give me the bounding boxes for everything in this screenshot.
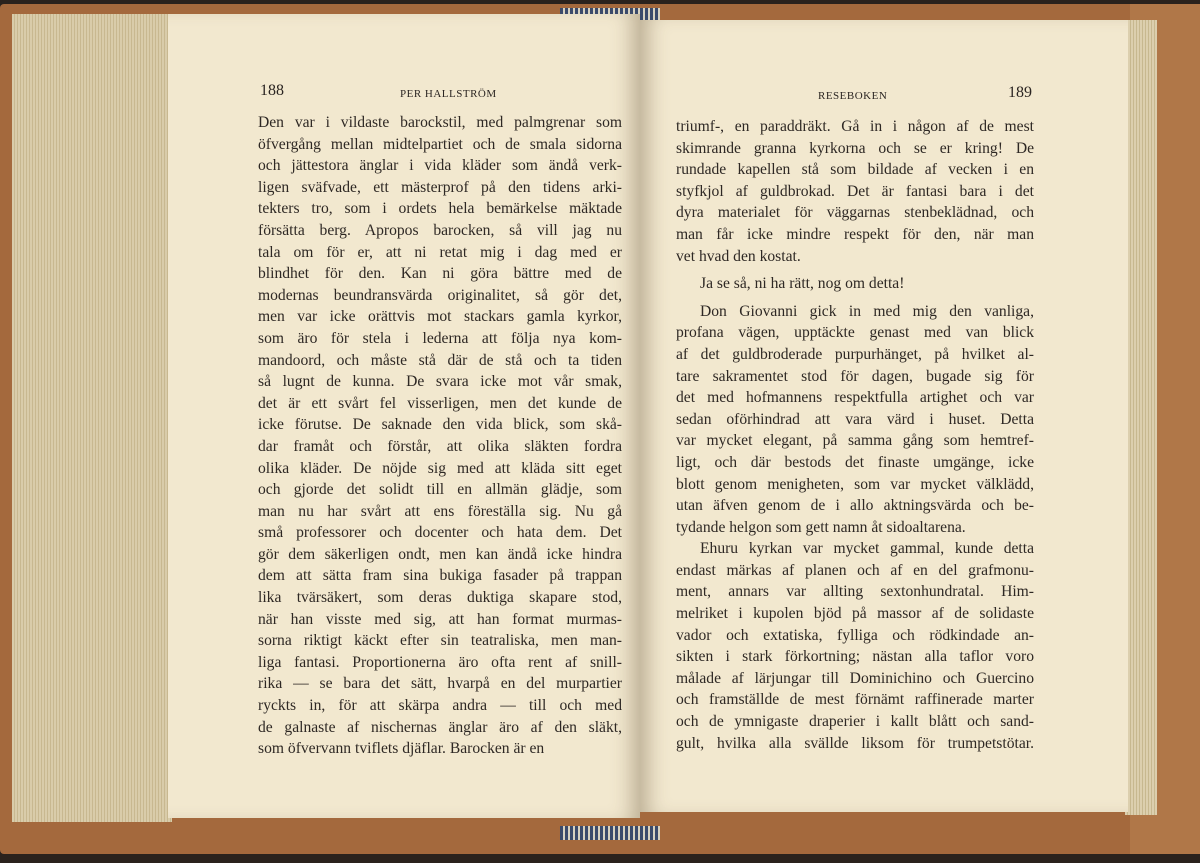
text-line: liga fantasi. Proportionerna äro ofta rent af snill- [258, 653, 622, 671]
body-text [258, 112, 622, 760]
text-line: och framställde de mest förnämt raffinerade marter [676, 691, 1034, 709]
text-line: som öfvervann tviflets djäflar. Barocken är en [258, 740, 545, 758]
text-line: tekters tro, som i ordets hela bemärkelse mäktade [258, 200, 622, 218]
text-line: Den var i vildaste barockstil, med palmgrenar som [258, 114, 622, 131]
text-line: de galnaste af nischernas änglar äro af den släkt, [258, 718, 622, 736]
headband-bottom [560, 826, 660, 840]
text-line: vador och extatiska, fylliga och rödkindade an- [676, 626, 1034, 644]
text-line: sedan oförhindrad att vara värd i huset. Detta [676, 410, 1034, 428]
text-line: var mycket elegant, på samma gång som hemtref- [676, 432, 1034, 450]
text-line: sikten i stark förkortning; nästan alla taflor voro [676, 648, 1034, 666]
text-line: modernas beundransvärda originalitet, så gör det, [258, 286, 622, 304]
text-line: tala om för er, att ni retat mig i dag med er [258, 243, 622, 261]
text-line: det är ett svårt fel visserligen, men det kunde de [258, 394, 622, 412]
text-line: dem att sätta fram sina bukiga fasader på trappan [258, 567, 622, 585]
text-line: målade af lärjungar till Dominichino och Guercino [676, 669, 1034, 687]
text-line: triumf-, en paraddräkt. Gå in i någon af de mest [676, 118, 1034, 135]
text-line: lika tvärsäkert, som deras duktiga skapare stod, [258, 589, 622, 607]
body-text [676, 116, 1034, 754]
text-line: Ehuru kyrkan var mycket gammal, kunde detta [700, 540, 1034, 558]
text-line: Ja se så, ni ha rätt, nog om detta! [700, 275, 905, 293]
page-number: 189 [1008, 84, 1032, 101]
text-line: olika kläder. De nöjde sig med att kläda sitt eget [258, 459, 622, 477]
text-line: man nu har svårt att ens föreställa sig. Nu gå [258, 502, 622, 520]
page-edges-left [12, 14, 172, 822]
text-line: gör dem säkerligen ondt, men kan ändå icke hindra [258, 545, 622, 563]
text-line: tare sakramentet stod för dagen, bugade sig för [676, 367, 1034, 385]
text-line: styfkjol af guldbrokad. Det är fantasi bara i det [676, 182, 1034, 200]
text-line: rika — se bara det sätt, hvarpå en del murpartier [258, 675, 622, 693]
text-line: profana vägen, upptäckte genast med van blick [676, 324, 1034, 342]
text-line: vet hvad den kostat. [676, 247, 801, 265]
text-line: rundade kapellen stå som bildade af vecken i en [676, 161, 1034, 179]
text-line: ment, annars var allting sextonhundratal. Him- [676, 583, 1034, 601]
text-line: mandoord, och måste stå där de stå och ta tiden [258, 351, 622, 369]
text-line: tydande helgon som gett namn åt sidoaltarena. [676, 518, 966, 536]
text-line: så lugnt de kunna. De svara icke mot vår smak, [258, 373, 622, 391]
running-head: RESEBOKEN [818, 90, 888, 102]
text-line: och jättestora änglar i vida kläder som ändå verk- [258, 157, 622, 175]
text-line: Don Giovanni gick in med mig den vanliga, [700, 302, 1034, 320]
text-line: utan äfven genom de i allo aktningsvärda och be- [676, 497, 1034, 515]
left-page [168, 14, 640, 818]
text-line: och gjorde det solidt till en allmän glädje, som [258, 481, 622, 499]
running-head: PER HALLSTRÖM [400, 88, 497, 100]
text-line: försätta berg. Apropos barocken, så vill jag nu [258, 221, 622, 239]
text-line: icke förutse. De saknade den vida blick, som skå- [258, 416, 622, 434]
text-line: öfvergång mellan midtelpartiet och de smala sidorna [258, 135, 622, 153]
text-line: melriket i kupolen bjöd på massor af de solidaste [676, 605, 1034, 623]
text-line: små professorer och docenter och hata dem. Det [258, 524, 622, 542]
page-edges-right [1125, 20, 1157, 815]
text-line: sorna riktigt käckt efter sin teatraliska, men man- [258, 632, 622, 650]
text-line: ryckts in, för att skärpa andra — till och med [258, 697, 622, 715]
text-line: när han visste med sig, att han format murmas- [258, 610, 622, 628]
text-line: blott genom menigheten, som var mycket välklädd, [676, 475, 1034, 493]
text-line: ligt, och där bestods det finaste umgänge, icke [676, 453, 1034, 471]
text-line: blindhet för den. Kan ni göra bättre med de [258, 265, 622, 283]
text-line: men var icke orättvis mot stackars gamla kyrkor, [258, 308, 622, 326]
text-line: det med hofmannens respektfulla artighet och var [676, 389, 1034, 407]
page-number: 188 [260, 82, 284, 99]
text-line: dyra materialet för väggarnas stenbeklädnad, och [676, 204, 1034, 222]
text-line: man får icke mindre respekt för den, när man [676, 225, 1034, 243]
text-line: skimrande granna kyrkorna och se er kring! De [676, 139, 1034, 157]
right-page [640, 20, 1128, 812]
text-line: gult, hvilka alla svällde liksom för trumpetstötar. [676, 734, 1034, 752]
text-line: af det guldbroderade purpurhänget, på hvilket al- [676, 345, 1034, 363]
text-line: som äro för stela i lederna att följa nya kom- [258, 329, 622, 347]
text-line: endast märkas af planen och af en del grafmonu- [676, 561, 1034, 579]
text-line: och de ymnigaste draperier i kallt blått och sand- [676, 713, 1034, 731]
text-line: ligen sväfvade, ett mästerprof på den tidens arki- [258, 178, 622, 196]
text-line: dar framåt och förstår, att olika släkten fordra [258, 437, 622, 455]
